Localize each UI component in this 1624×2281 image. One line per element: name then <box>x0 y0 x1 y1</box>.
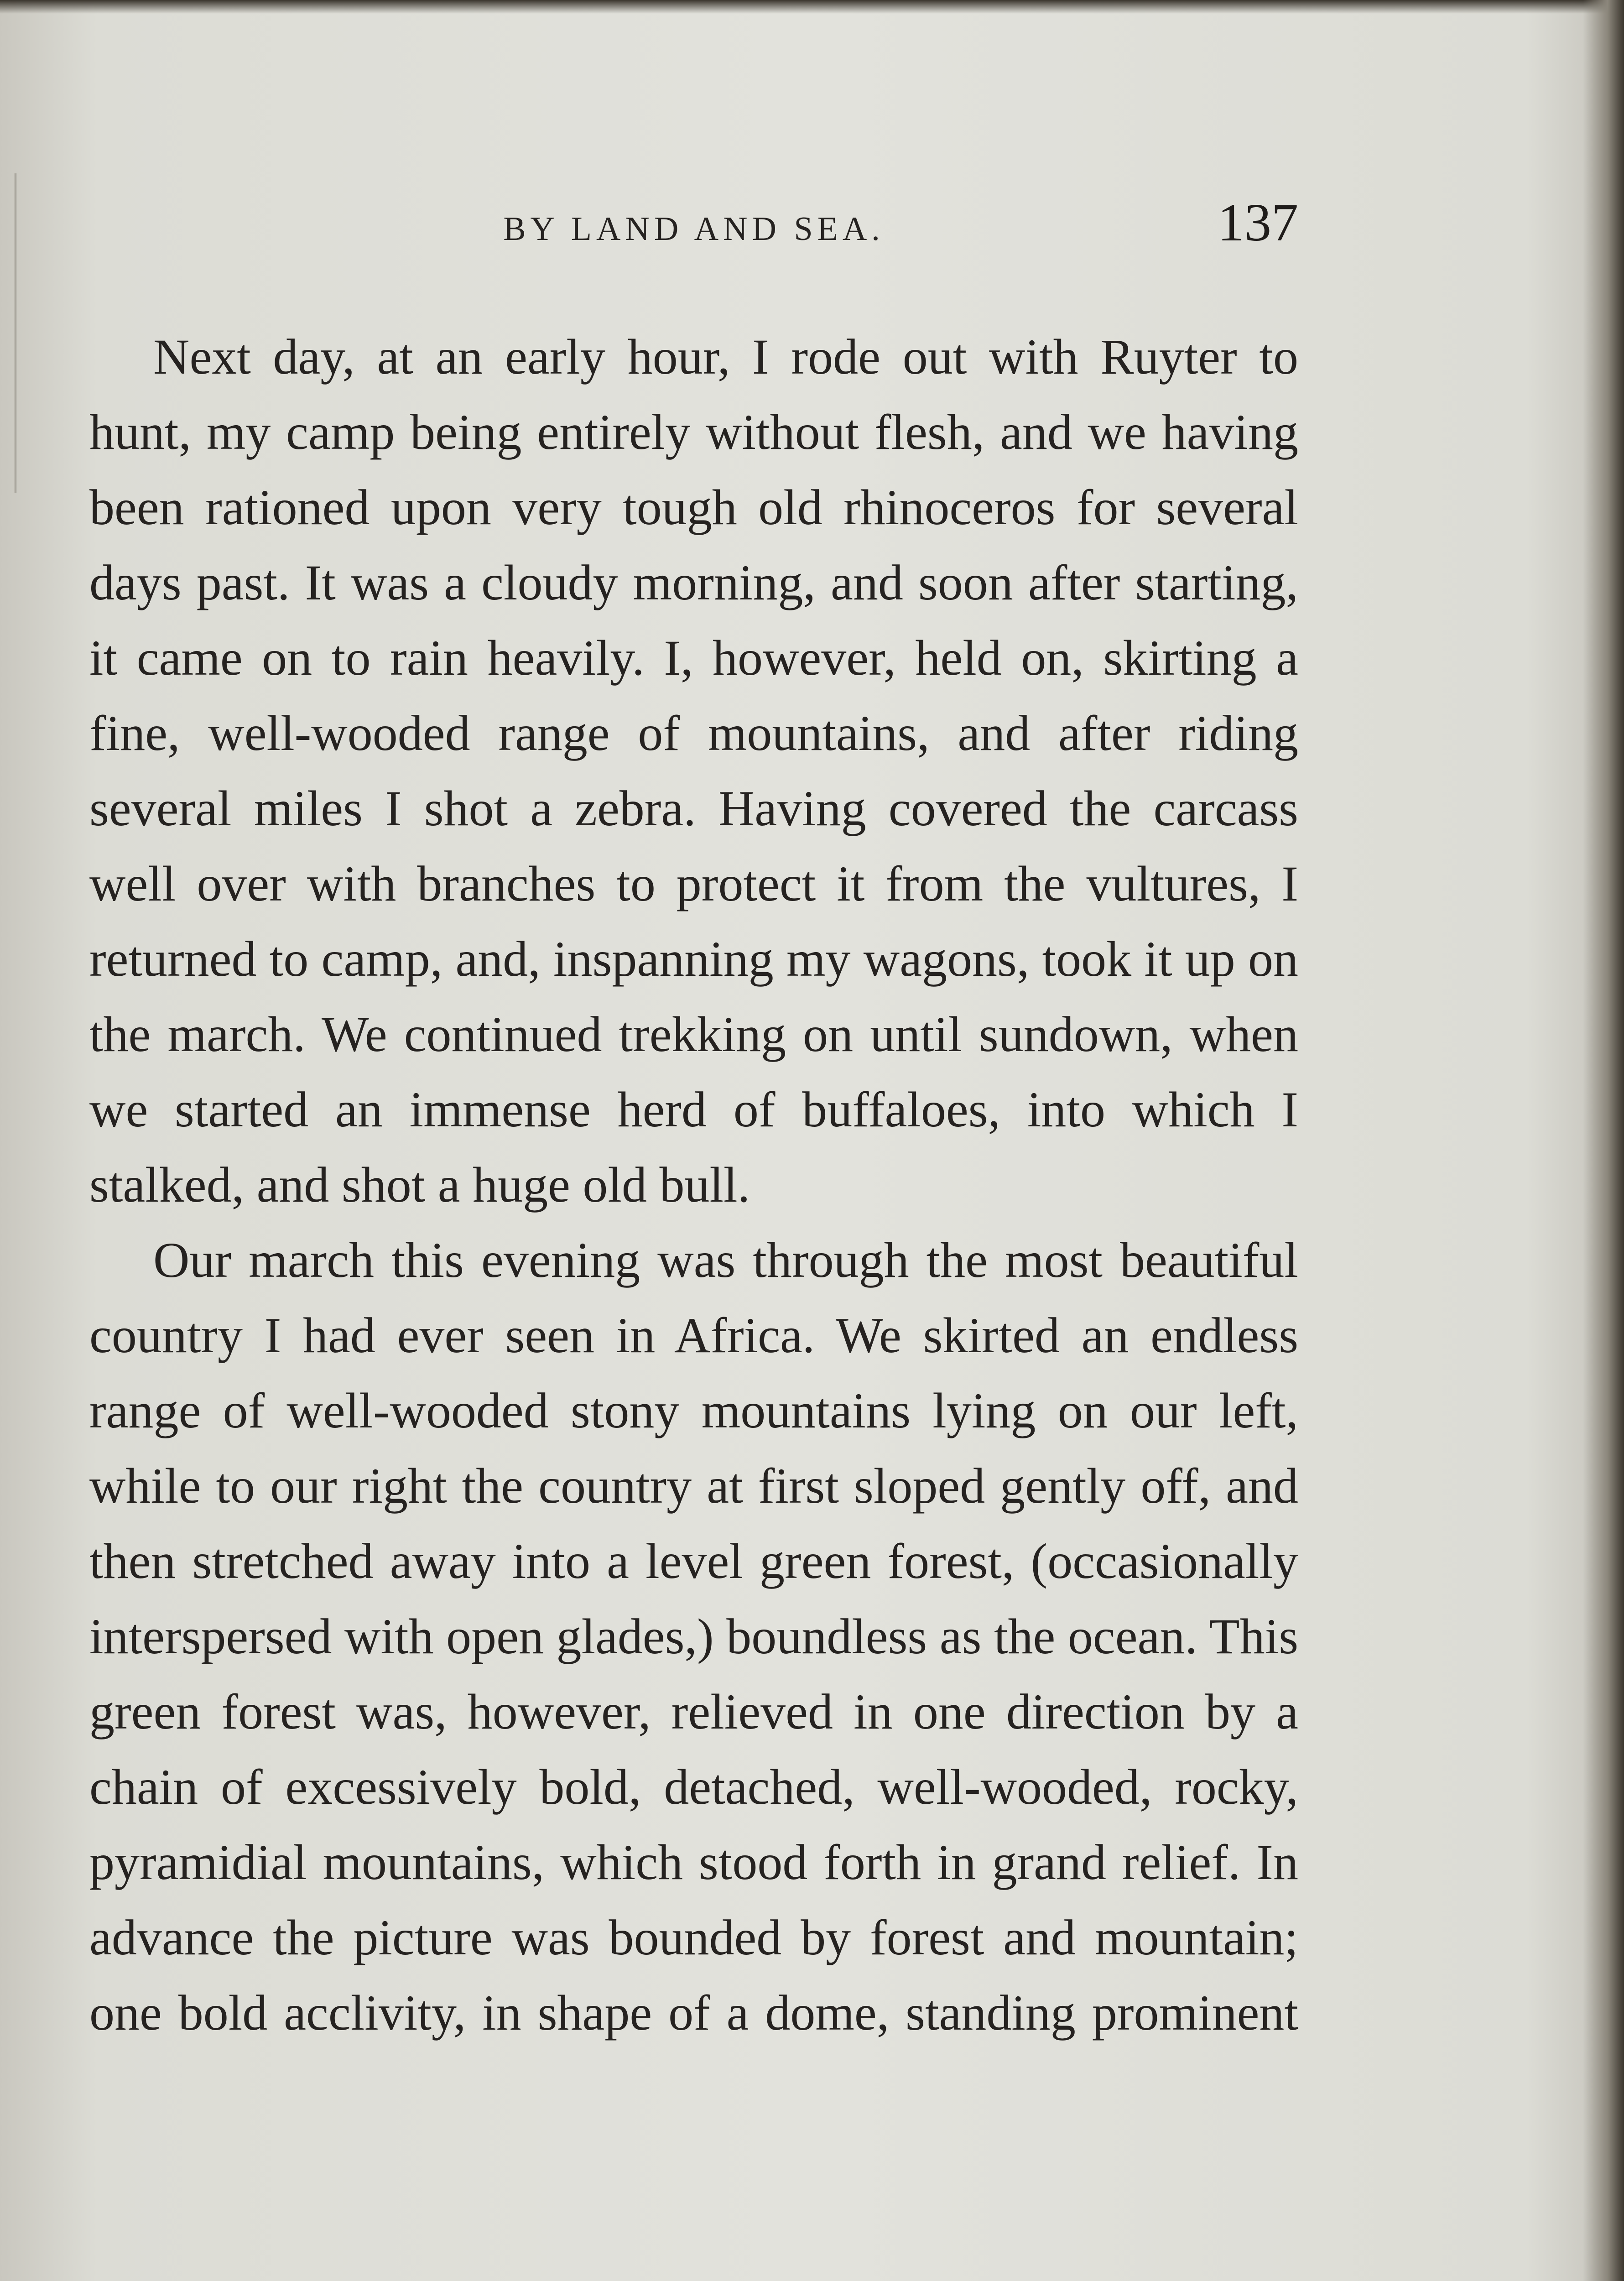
page-top-edge-shadow <box>0 0 1624 14</box>
paragraph: Next day, at an early hour, I rode out with Ruyter to hunt, my camp being entirely without flesh, and we having been rationed upon very tough old rhinoceros for several days past. It was a cloudy morning, and soon after starting, it came on to rain heavily. I, however, held on, skirting a fine, well-wooded range of mountains, and after riding several miles I shot a zebra. Having covered the carcass well over with branches to protect it from the vultures, I returned to camp, and, inspanning my wagons, took it up on the march. We continued trekking on until sundown, when we started an immense herd of buffaloes, into which I stalked, and shot a huge old bull. <box>89 329 1298 1213</box>
body-text <box>89 319 1298 2051</box>
page-crease <box>14 173 17 493</box>
paragraph: Our march this evening was through the most beautiful country I had ever seen in Africa. We skirted an endless range of well-wooded stony mountains lying on our left, while to our right the country at first sloped gently off, and then stretched away into a level green forest, (occasionally interspersed with open glades,) boundless as the ocean. This green forest was, however, relieved in one direction by a chain of excessively bold, detached, well-wooded, rocky, pyramidial mountains, which stood forth in grand relief. In advance the picture was bounded by forest and mountain; one bold acclivity, in shape of a dome, standing prominent <box>89 1232 1298 2041</box>
running-head: BY LAND AND SEA. <box>503 210 885 248</box>
page-number: 137 <box>1218 193 1298 252</box>
page-right-edge-shadow <box>1583 0 1624 2281</box>
page-header <box>89 192 1298 265</box>
